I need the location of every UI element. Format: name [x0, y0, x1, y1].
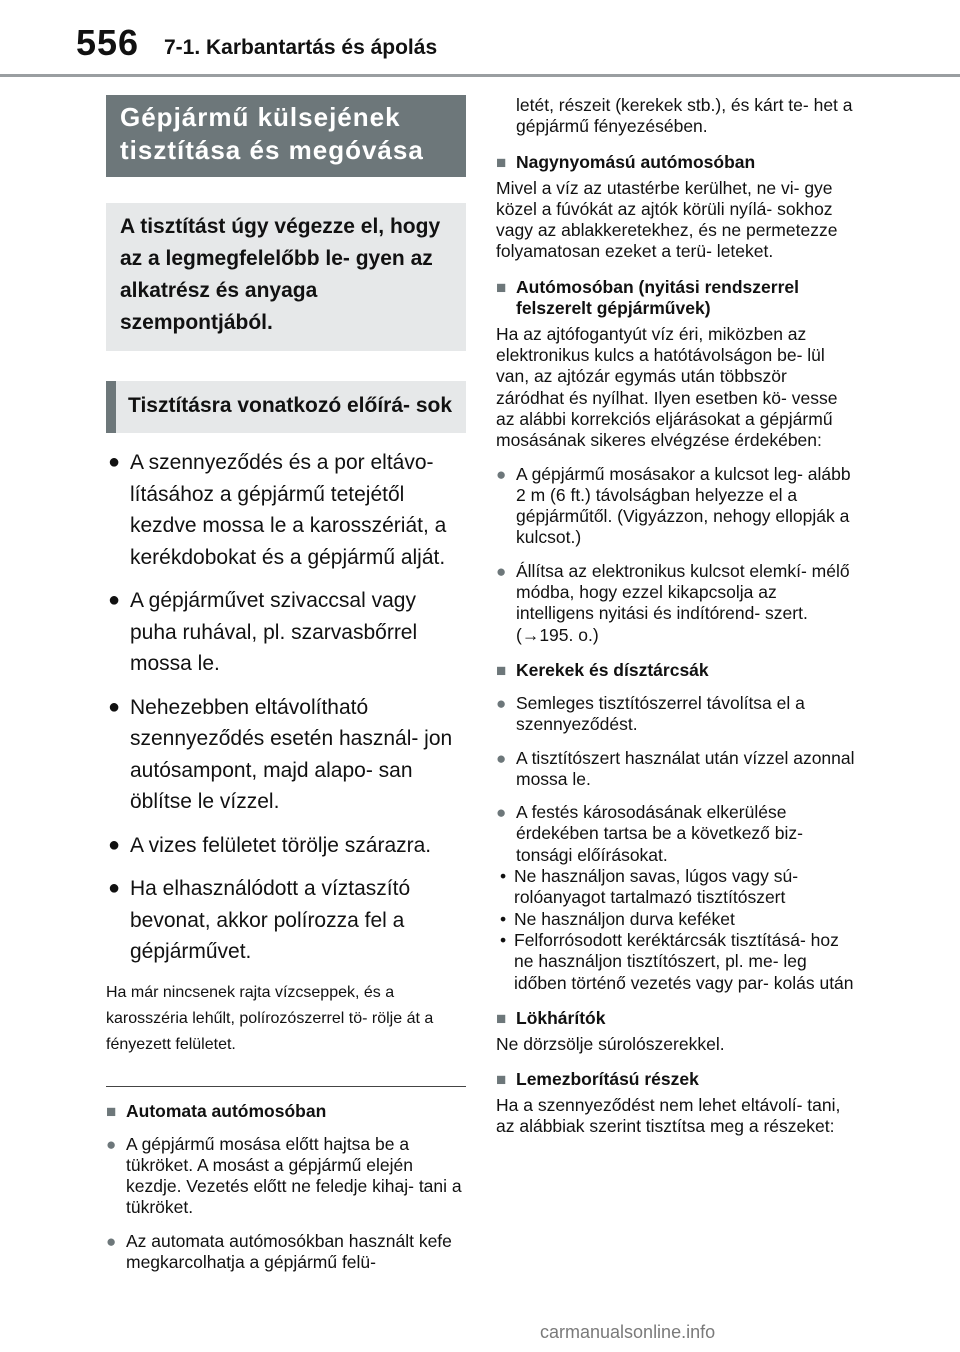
opening-system-text: Ha az ajtófogantyút víz éri, miközben az elektronikus kulcs a hatótávolságon be- lül van, az ajtózár egymás után többször záródhat és nyílhat. Ilyen esetben kö- vesse az alábbi korrekciós eljárásokat a gépjármű mosásának sikeres elvégzése érdekében: — [496, 323, 838, 451]
list-item — [106, 873, 466, 968]
small-bullet-icon: • — [500, 866, 507, 887]
list-item-text: Ha elhasználódott a víztaszító bevonat, akkor polírozza fel a gépjárművet. — [130, 877, 411, 963]
list-item — [106, 585, 466, 680]
dot-bullet-icon: ● — [496, 748, 507, 768]
dot-bullet-icon: ● — [496, 693, 507, 713]
list-item-text: A szennyeződés és a por eltávo- lításához a gépjármű tetejétől kezdve mossa le a karosszériát, a kerékdobokat és a gépjármű alját. — [130, 451, 447, 569]
bumpers-text: Ne dörzsölje súrolószerekkel. — [496, 1033, 725, 1054]
subheading-box: Tisztításra vonatkozó előírá- sok — [106, 381, 466, 433]
page-header — [0, 0, 960, 80]
square-bullet-icon: ■ — [496, 1008, 507, 1028]
list-item: • Ne használjon savas, lúgos vagy sú- rolóanyagot tartalmazó tisztítószert — [500, 866, 799, 908]
list-item-text: Nehezebben eltávolítható szennyeződés esetén használ- jon autósampont, majd alapo- san öblítse le vízzel. — [130, 695, 453, 813]
list-item: ● Állítsa az elektronikus kulcsot elemkí- mélő módba, hogy ezzel kikapcsolja az intelligens nyitási és indítórend- szert. (→195. o.) — [496, 560, 850, 645]
list-item: ● Semleges tisztítószerrel távolítsa el a szennyeződést. — [496, 692, 805, 735]
wheels-heading: ■ Kerekek és dísztárcsák — [496, 659, 709, 680]
list-item — [106, 692, 466, 818]
plated-parts-text: Ha a szennyeződést nem lehet eltávolí- tani, az alábbiak szerint tisztítsa meg a részeket: — [496, 1095, 841, 1137]
list-item: ● A tisztítószert használat után vízzel azonnal mossa le. — [496, 747, 855, 789]
square-bullet-icon: ■ — [496, 152, 507, 172]
bullet-icon: ● — [108, 877, 121, 899]
list-item — [106, 830, 466, 862]
list-item: ● A festés károsodásának elkerülése érdekében tartsa be a következő biz- tonsági előírásokat. — [496, 802, 803, 865]
page-number: 556 — [76, 22, 140, 63]
list-item-text: A vizes felületet törölje szárazra. — [130, 833, 432, 857]
polish-note: Ha már nincsenek rajta vízcseppek, és a karosszéria lehűlt, polírozószerrel tö- rölje át a fényezett felületet. — [106, 983, 434, 1053]
opening-system-heading: ■ Autómosóban (nyitási rendszerrel felszerelt gépjárművek) — [496, 276, 799, 318]
left-column — [106, 95, 466, 1273]
bullet-icon: ● — [108, 833, 121, 856]
section-title: 7-1. Karbantartás és ápolás — [164, 36, 438, 59]
list-item: • Ne használjon durva keféket — [500, 908, 735, 929]
list-item: ● A gépjármű mosásakor a kulcsot leg- alább 2 m (6 ft.) távolságban helyezze el a gépjárműtől. (Vigyázzon, nehogy ellopják a kulcsot.) — [496, 463, 851, 548]
watermark-link[interactable]: carmanualsonline.info — [540, 1322, 716, 1342]
dot-bullet-icon: ● — [106, 1134, 117, 1154]
small-bullet-icon: • — [500, 908, 507, 929]
bullet-icon: ● — [108, 589, 121, 611]
auto-wash-heading: ■ Automata autómosóban — [106, 1100, 327, 1121]
list-item: ● Az automata autómosókban használt kefe megkarcolhatja a gépjármű felü- — [106, 1230, 452, 1272]
wheel-precautions-list — [496, 866, 858, 994]
cleaning-rules-list — [106, 447, 466, 968]
bullet-icon: ● — [108, 695, 121, 718]
plated-parts-heading: ■ Lemezborítású részek — [496, 1069, 699, 1090]
list-item-text: A gépjárművet szivaccsal vagy puha ruhával, pl. szarvasbőrrel mossa le. — [130, 589, 418, 675]
dot-bullet-icon: ● — [496, 464, 507, 484]
chapter-title: Gépjármű külsejének tisztítása és megóvása — [106, 95, 466, 177]
high-pressure-heading: ■ Nagynyomású autómosóban — [496, 151, 756, 172]
square-bullet-icon: ■ — [496, 660, 507, 680]
square-bullet-icon: ■ — [496, 277, 507, 297]
bumpers-heading: ■ Lökhárítók — [496, 1007, 606, 1028]
square-bullet-icon: ■ — [106, 1101, 117, 1121]
list-item: ● A gépjármű mosása előtt hajtsa be a tükröket. A mosást a gépjármű elején kezdje. Vezetés előtt ne feledje kihaj- tani a tükröket. — [106, 1133, 462, 1218]
right-column — [496, 95, 858, 1138]
section-divider — [106, 1086, 466, 1087]
high-pressure-text: Mivel a víz az utastérbe kerülhet, ne vi- gye közel a fúvókát az ajtók körüli nyílá- sokhoz vagy az ablakkeretekhez, és ne permetezze folyamatosan ezeket a terü- leteket. — [496, 177, 838, 262]
dot-bullet-icon: ● — [496, 561, 507, 581]
dot-bullet-icon: ● — [496, 803, 507, 823]
bullet-icon: ● — [108, 451, 121, 473]
intro-box: A tisztítást úgy végezze el, hogy az a legmegfelelőbb le- gyen az alkatrész és anyaga szempontjából. — [106, 203, 466, 351]
dot-bullet-icon: ● — [106, 1231, 117, 1251]
list-item: • Felforrósodott keréktárcsák tisztításá- hoz ne használjon tisztítószert, pl. me- leg időben történő vezetés vagy par- kolás után — [500, 929, 854, 993]
header-divider — [0, 74, 960, 77]
continued-text: letét, részeit (kerekek stb.), és kárt te- het a gépjármű fényezésében. — [516, 95, 853, 137]
square-bullet-icon: ■ — [496, 1070, 507, 1090]
small-bullet-icon: • — [500, 929, 507, 950]
list-item — [106, 447, 466, 573]
